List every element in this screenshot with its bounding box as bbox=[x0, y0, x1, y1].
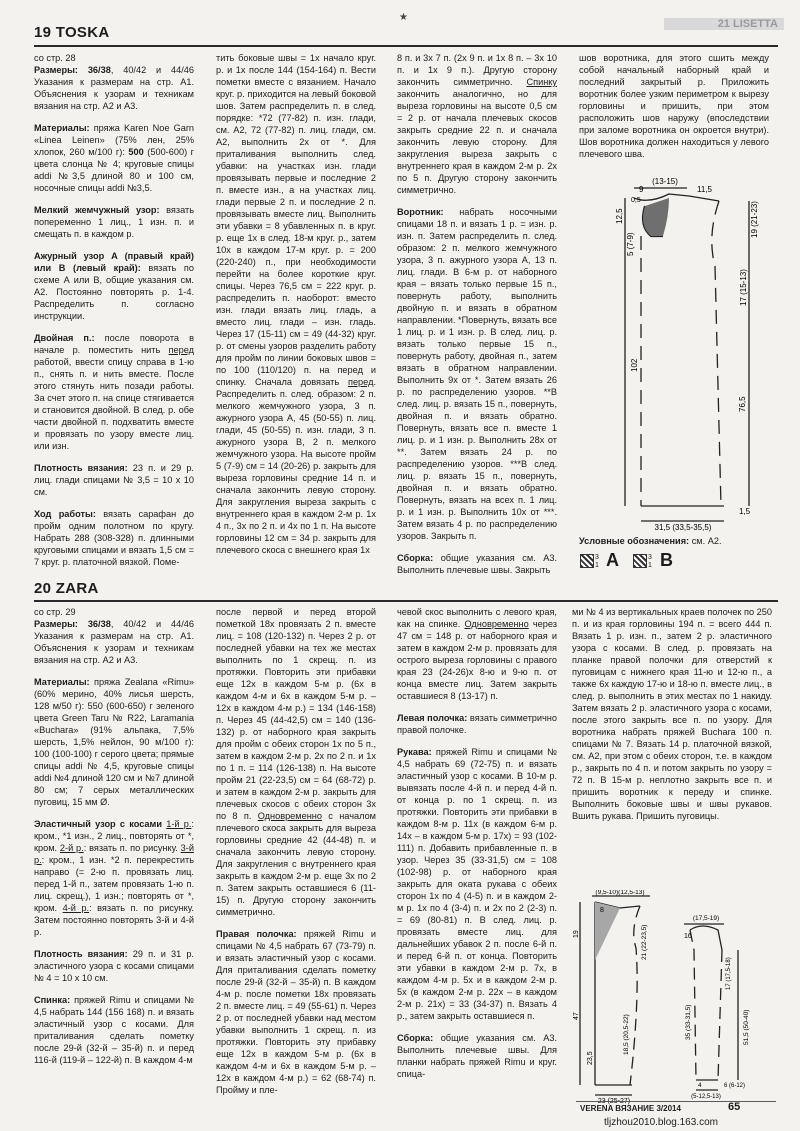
paragraph: Воротник: набрать носочными спицами 18 п. и вязать 1 р. = изн. р. изн. п. Затем распределить п. след. образом: 2 п. мелкого жемчужного узора, 3 п. ажурного узора А, 13 п. лиц. глади. В 6-м р. от наборного края – вязать только первые 15 п., повернуть работу, выполнить двойную п. и вязать в обратном направлении. *Повернуть, вязать все 1 лиц. р. и 1 изн. р. В след. лиц. р. вязать только первые 15 п., повернуть работу, двойная п., затем вязать в обратном направлении. Выполнить 9х от *. Затем вязать 26 р. по распределению узоров. **В след. лиц. р. вязать 15 п., повернуть, двойная п. и вязать обратно. Повернуть, вязать все п. вместе 1 лиц. р. и 1 изн. р. Выполнить 28х от **. Затем вязать 24 р. по распределению узоров. ***В след. лиц. р. вязать 15 п., повернуть, двойная п. и вязать обратно. Повернуть, вязать на всех п. 1 лиц. р. и 1 изн. р. Выполнить 10х от ***. Затем вязать 4 р. по распределению узоров. Закрыть п. bbox=[397, 207, 557, 541]
toska-column-2 bbox=[216, 52, 376, 578]
paragraph: Правая полочка: пряжей Rimu и спицами № 4,5 набрать 67 (73-79) п. и вязать эластичный узор с косами. Для приталивания сделать пометку после 29-й (32-й – 35-й) п. В каждом 4-м р. после пометки 18х провязать 2 п. вместе лиц. = 49 (55-61) п. Через 2 р. от последней убавки над местом убавки выполнить 1 скрещ. п. из протяжки. Повторить эту прибавку еще 12х в каждом 5-м р. (6х в каждом 4-м и 6х в каждом 5-м р. – 12х в каждом 4-м р.) = 62 (68-74) п. Пройму и пле- bbox=[216, 929, 376, 1095]
dim-hem: 1,5 bbox=[739, 507, 751, 516]
paragraph: Материалы: пряжа Zealana «Rimu» (60% мерино, 40% лисья шерсть, 128 м/50 г): 550 (600-650) г зеленого цвета Green Taru № R22, Laramania «Buchara» (91% альпака, 7,5% шерсть, 1,5% нейлон, 90 м/100 г): 100 (100-100) г серого цвета; прямые спицы addi № 4,5, круговые спицы addi №4 длиной 120 см и №7 длиной 80 см; 7 серых металлических пуговиц, 15 мм Ø. bbox=[34, 677, 194, 807]
paragraph: со стр. 29 bbox=[34, 607, 76, 617]
dim-sleeve-length: 51,5 (50-40) bbox=[743, 1009, 750, 1045]
dim-neck-drop: 12,5 bbox=[615, 208, 624, 224]
legend-mini-b1: 3 bbox=[648, 554, 652, 561]
dim-body-armhole-range: 21 (22-23,5) bbox=[641, 924, 648, 960]
dim-sleeve-upper: 17 (17,5-18) bbox=[726, 957, 732, 990]
paragraph: Мелкий жемчужный узор: вязать попеременно 1 лиц., 1 изн. п. и смещать п. в каждом р. bbox=[34, 205, 194, 239]
side-edge bbox=[630, 906, 640, 1085]
paragraph: Плотность вязания: 23 п. и 29 р. лиц. глади спицами № 3,5 = 10 х 10 см. bbox=[34, 463, 194, 497]
toska-column-4 bbox=[579, 52, 769, 192]
dim-sleeve-top: (17,5-19) bbox=[692, 915, 720, 922]
paragraph: чевой скос выполнить с левого края, как на спинке. Одновременно через 47 см = 148 р. от наборного края и затем в каждом 2-м р. провязать для острого выреза горловины с правого края 23 (24-26)х 8-ю и 9-ю п. от конца вместе лиц. Затем закрыть оставшиеся 8 (13-17) п. bbox=[397, 607, 557, 701]
legend-swatch-b bbox=[633, 554, 647, 568]
dim-body-total: 47 bbox=[573, 1012, 580, 1020]
legend-label: Условные обозначения: bbox=[579, 536, 690, 546]
dim-body-shoulder: 8 bbox=[600, 907, 604, 914]
footer-magazine: VERENA ВЯЗАНИЕ 3/2014 bbox=[580, 1104, 681, 1113]
dim-top-offset: 5 (7-9) bbox=[626, 232, 635, 256]
dim-shoulder-right: 11,5 bbox=[697, 185, 712, 194]
paragraph: Спинка: пряжей Rimu и спицами № 4,5 набрать 144 (156 168) п. и вязать эластичный узор с косами. Для приталивания сделать пометку после 29-й (32-й – 35-й) п. и перед 116-й (119-й – 122-й) п. В каждом 4-м bbox=[34, 995, 194, 1065]
toska-column-1 bbox=[34, 52, 194, 578]
front-neck-shading bbox=[595, 902, 620, 960]
header-rule-zara bbox=[34, 600, 778, 602]
paragraph: тить боковые швы = 1х начало круг. р. и 1х после 144 (154-164) п. Вести пометки вместе с вязанием. Начало круг. р. приходится на левый боковой шов. Затем распределить п. в след. порядке: *72 (77-82) п. изн. глади, см. А2, 72 (77-82) п. лиц. глади, см. А2, выполнить 2х от *. Для приталивания выполнить след. убавки: на участках изн. глади провязывать первые и последние 2 п. вместе изн., а на участках лиц. глади первые 2 п. и последние 2 п. провязывать вместе лиц. Выполнить эти убавки = 8 убавленных п. в круг. р. еще 1х в след. 18-м круг. р., затем 10х в каждом 17-м круг. р. = 200 (220-240) п., при необходимости перейти на более короткие круг. спицы. Через 76,5 см = 222 круг. р. распределить п. наоборот: вместо изн. глади вязать лиц. гладь, а вместо лиц. глади – изн. гладь. Через 17 (15-11) см = 49 (44-32) круг. р. от смены узоров разделить работу для пройм по линии боковых швов = по 100 (110/120) п. на перед и спинку. Сначала довязать перед. Распределить п. след. образом: 2 п. мелкого жемчужного узора, 3 п. ажурного узора А, 45 (50-55) п. лиц. глади, 45 (50-55) п. изн. глади, 3 п. ажурного узора В, 2 п. мелкого жемчужного узора. На высоте пройм 5 (7-9) см = 14 (20-26) р. закрыть для выреза горловины средние 14 п. и сначала закончить левую сторону. Для закругления выреза закрыть с внутреннего края в каждом 2-м р. 1х 4 п., 3х по 2 п. и 4х по 1 п. На высоте горловины 12 см = 34 р. закрыть для плечевого скоса с внешнего края 1х bbox=[216, 53, 376, 555]
legend-letter-a: А bbox=[606, 550, 619, 570]
paragraph: шов воротника, для этого сшить между собой начальный наборный край и последний закрытый р. Приложить воротник более узким периметром к вырезу горловины и пришить, при этом расположить шов наружу (впоследствии при заломе воротника он окроется внутри). Шов воротника должен находиться у левого плечевого шва. bbox=[579, 53, 769, 159]
side-tab-lisetta: 21 LISETTA bbox=[664, 18, 784, 30]
dim-lower-length: 76,5 bbox=[738, 396, 747, 412]
dim-body-armhole: 19 bbox=[573, 930, 580, 938]
paragraph: Ход работы: вязать сарафан до пройм одним полотном по кругу. Набрать 288 (308-328) п. длинными круговыми спицами и вязать 1,5 см = 7 круг. р. платочной вязкой. Поме- bbox=[34, 509, 194, 567]
paragraph: Сборка: общие указания см. А3. Выполнить плечевые швы. Для планки набрать пряжей Rimu и круг. спица- bbox=[397, 1033, 557, 1079]
paragraph: Размеры: 36/38, 40/42 и 44/46 Указания к размерам на стр. А1. Объяснения к узорам и техникам вязания на стр. А2 и А3. bbox=[34, 619, 194, 665]
dim-armhole-upper: 17 (15-13) bbox=[739, 269, 748, 306]
zara-column-2 bbox=[216, 606, 376, 1106]
dim-side-small: 0,5 bbox=[631, 197, 641, 204]
legend-ref: см. А2. bbox=[691, 536, 722, 546]
paragraph: Сборка: общие указания см. А3. Выполнить плечевые швы. Закрыть bbox=[397, 553, 557, 575]
paragraph: Левая полочка: вязать симметрично правой полочке. bbox=[397, 713, 557, 735]
shoulder-line bbox=[634, 194, 719, 201]
dim-body-waist: 18,5 (20,5-22) bbox=[623, 1014, 630, 1055]
dim-sleeve-bottom-sub: (5-12,5-13) bbox=[691, 1094, 721, 1100]
section-header-zara: 20 ZARA bbox=[34, 580, 99, 597]
footer-watermark: tljzhou2010.blog.163.com bbox=[604, 1117, 718, 1128]
zara-column-1 bbox=[34, 606, 194, 1106]
toska-column-3 bbox=[397, 52, 557, 578]
neck-shading bbox=[643, 198, 669, 236]
paragraph: Размеры: 36/38, 40/42 и 44/46 Указания к размерам на стр. А1. Объяснения к узорам и техникам вязания на стр. А2 и А3. bbox=[34, 65, 194, 111]
paragraph: Двойная п.: после поворота в начале р. поместить нить перед работой, ввести спицу справа в 1-ю п., снять п. и нить вместе. После этого стянуть нить позади работы. За счет этого п. на спице стягивается и становится двойной. В след. р. обе части двойной п. подхватить вместе и провязать по узору вместе лиц. или изн. bbox=[34, 333, 194, 451]
sleeve-right-edge bbox=[718, 950, 722, 1080]
section-header-toska: 19 TOSKA bbox=[34, 24, 110, 41]
dim-body-top: (9,5-10)(12,5-13) bbox=[595, 890, 645, 896]
dim-sleeve-lower: 35 (33-31,5) bbox=[685, 1004, 692, 1040]
zara-column-3 bbox=[397, 606, 557, 1106]
paragraph: после первой и перед второй пометкой 18х провязать 2 п. вместе лиц. = 108 (120-132) п. Через 2 р. от последней убавки на тех же местах выполнить по 1 скрещ. п. из протяжки. Повторить эти прибавки еще 12х в каждом 5-м р. (6х в каждом 4-м и 6х в каждом 5-м р. – 12х в каждом 4-м р.) = 134 (146-158) п. Через 45 (44-42,5) см = 140 (136-132) р. от наборного края закрыть для пройм с обеих сторон 1х по 5 п., затем в каждом 2-м р. 2х по 2 п. и 1х по 1 п. = 114 (126-138) п. На высоте пройм 21 (22-23,5) см = 64 (68-72) р. и затем в каждом 2-м р. закрыть для плечевых скосов с обеих сторон 3х по 8 п. Одновременно с началом плечевого скоса закрыть для выреза горловины средние 42 (44-48) п. и сначала закончить левую сторону. Для закругления с внутреннего края закрыть в каждом 2-м р. еще 3х по 2 п. Затем закрыть оставшиеся 6 (11-15) п. Другую сторону закончить симметрично. bbox=[216, 607, 376, 917]
legend-mini-a2: 1 bbox=[595, 562, 599, 569]
ornament-star: ★ bbox=[399, 12, 408, 23]
sleeve-cap bbox=[690, 926, 722, 950]
paragraph: Рукава: пряжей Rimu и спицами № 4,5 набрать 69 (72-75) п. и вязать эластичный узор с косами. В 10-м р. вывязать после 4-й п. и перед 4-й п. от конца р. по 1 скрещ. п. из протяжки. Повторить эти прибавки в каждом 8-м р. 11х (в каждом 6-м р. 14х – в каждом 5-м р. 17х) = 93 (102-111) п. Добавить прибавленные п. в узор. Через 35 (33-31,5) см = 108 (102-98) р. от наборного края закрыть для оката рукава с обеих сторон 1х по 4 (4-5) п. и в каждом 2-м р. 1х по 4 (3-4) п. и 2х по 2 (2-3) п. = 69 (80-81) п. В след. лиц. р. провязать вместе лиц. для дальнейших убавок 2 п. после 6-й п. и перед 6-й п. от конца. Повторить эти убавки в каждом 2-м р. 7х, в каждом 4-м р. 5х и в каждом 2-м р. 5х (в каждом 2-м р. 22х – в каждом 2-м р. 21х) = 33 (34-37) п. Вязать 4 р., затем закрыть оставшиеся п. bbox=[397, 747, 557, 1021]
paragraph: со стр. 28 bbox=[34, 53, 76, 63]
dim-armhole-vert: 19 (21-23) bbox=[750, 201, 759, 238]
dim-sleeve-bottom: 4 bbox=[698, 1082, 702, 1089]
paragraph: Материалы: пряжа Karen Noe Garn «Linea Leinen» (75% лен, 25% хлопок, 260 м/100 г): 500 (500-600) г цвета слонца № 4; круговые спицы addi №3,5 длиной 80 и 100 см, носочные спицы addi №3,5. bbox=[34, 123, 194, 193]
legend-row bbox=[579, 536, 722, 546]
legend-mini-a1: 3 bbox=[595, 554, 599, 561]
dim-skirt-total: 102 bbox=[630, 358, 639, 372]
legend-swatch-a bbox=[580, 554, 594, 568]
dim-body-hip: 23,5 bbox=[587, 1051, 594, 1065]
legend-mini-b2: 1 bbox=[648, 562, 652, 569]
dim-body-bottom: 23 (25-27) bbox=[597, 1098, 631, 1105]
paragraph: 8 п. и 3х 7 п. (2х 9 п. и 1х 8 п. – 3х 10 п. и 1х 9 п.). Другую сторону закончить симметрично. Спинку закончить аналогично, но для выреза горловины на высоте 0,5 см = 2 р. от начала плечевых скосов закрыть средние 22 п. и сначала закончить левую сторону. Для закругления выреза закрыть с внутреннего края в каждом 2-м р. 2х по 5 п. Другую сторону закончить симметрично. bbox=[397, 53, 557, 195]
dim-shoulder-left: 9 bbox=[639, 185, 644, 194]
dim-bottom-width: 31,5 (33,5-35,5) bbox=[654, 523, 712, 532]
header-rule-toska bbox=[34, 45, 778, 47]
dim-sleeve-side: 6 (6-12) bbox=[724, 1083, 746, 1089]
paragraph: Ажурный узор А (правый край) или В (левый край): вязать по схеме А или В, общие указания см. А2. Постоянно повторять р. 1-4. Распределить п. согласно инструкции. bbox=[34, 251, 194, 321]
dim-sleeve-cap: 16 bbox=[684, 933, 692, 940]
footer-rule bbox=[576, 1101, 776, 1102]
zara-column-4 bbox=[572, 606, 772, 896]
zara-sleeve-schematic bbox=[672, 910, 772, 1100]
toska-schematic bbox=[579, 176, 778, 536]
paragraph: Эластичный узор с косами 1-й р.: кром., *1 изн., 2 лиц., повторять от *, кром. 2-й р.: вязать п. по рисунку. 3-й р.: кром., 1 изн. *2 п. перекрестить направо (= 2-ю п. провязать лиц. перед 1-й п., затем провязать 1-ю п. лиц. скрещ.), 1 изн.; повторять от *, кром. 4-й р.: вязать п. по рисунку. Затем постоянно повторять 3-й и 4-й р. bbox=[34, 819, 194, 937]
paragraph: Плотность вязания: 29 п. и 31 р. эластичного узора с косами спицами № 4 = 10 х 10 см. bbox=[34, 949, 194, 983]
zara-body-schematic bbox=[570, 890, 670, 1105]
paragraph: ми № 4 из вертикальных краев полочек по 250 п. и из края горловины 194 п. = всего 444 п. Вязать 1 р. изн. п., затем 2 р. эластичного узора с косами. В след. р. провязать на планке правой полочки для отверстий к пуговицам с нижнего края 11-ю и 12-ю п., а также 6х каждую 17-ю и 18-ю п. вместе лиц., в след. р. выполнить в этих местах по 1 накиду. Затем вязать 2 р. эластичного узора с косами, после этого закрыть все п. по узору. Для воротника набрать пряжей Buchara 100 п. спицами № 7. Вязать 14 р. платочной вязкой, см. А2, при этом с обеих сторон, т.е. в каждом р., закрыть по 4 п. и потом закрыть по узору = 72 п. В 15-м р. неплотно закрыть все п. и пришить воротник к переду и спинке. Выполнить боковые швы и швы рукавов. Вшить рукава. Пришить пуговицы. bbox=[572, 607, 772, 821]
armhole-edge bbox=[712, 201, 721, 506]
footer-page-number: 65 bbox=[728, 1101, 741, 1113]
legend-letter-b: В bbox=[660, 550, 673, 570]
dim-top-span: (13-15) bbox=[652, 177, 678, 186]
